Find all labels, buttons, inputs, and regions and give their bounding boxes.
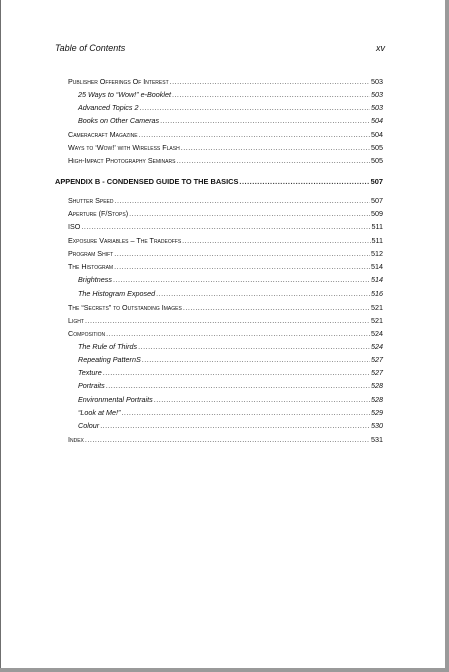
header-page-number: xv (376, 43, 385, 53)
dot-leader (183, 303, 370, 312)
toc-entry[interactable] (68, 316, 383, 328)
dot-leader (85, 316, 370, 325)
toc-entry-title: Cameracraft Magazine (68, 130, 138, 139)
toc-entry[interactable] (68, 209, 383, 221)
dot-leader (139, 130, 370, 139)
toc-entry-title: Exposure Variables – The Tradeoffs (68, 236, 182, 245)
toc-entry-page: 516 (371, 289, 383, 298)
toc-entry-title: Books on Other Cameras (78, 116, 160, 125)
toc-entry-page: 530 (371, 421, 383, 430)
toc-entry[interactable] (68, 130, 383, 142)
toc-entry-title: High-Impact Photography Seminars (68, 156, 176, 165)
toc-entry-page: 529 (371, 408, 383, 417)
toc-entry-title: “Look at Me!” (78, 408, 121, 417)
toc-entry[interactable] (68, 196, 383, 208)
toc-entry[interactable] (78, 408, 383, 420)
toc-entry[interactable] (68, 249, 383, 261)
toc-entry-title: The Histogram (68, 262, 114, 271)
toc-entry-page: 511 (371, 236, 383, 245)
dot-leader (106, 329, 370, 338)
toc-entry-page: 504 (371, 116, 383, 125)
toc-entry-page: 528 (371, 395, 383, 404)
toc-entry-page: 521 (371, 303, 383, 312)
toc-entry-appendix[interactable] (55, 177, 383, 189)
dot-leader (156, 289, 370, 298)
toc-entry-title: Repeating PatternS (78, 355, 141, 364)
dot-leader (154, 395, 370, 404)
dot-leader (85, 435, 370, 444)
toc-entry-title: Composition (68, 329, 106, 338)
toc-entry-title: Aperture (F/Stops) (68, 209, 129, 218)
toc-entry-title: Ways to ‘Wow!’ with Wireless Flash (68, 143, 180, 152)
dot-leader (142, 355, 370, 364)
dot-leader (176, 156, 370, 165)
toc-entry-page: 531 (371, 435, 383, 444)
toc-entry-title: Shutter Speed (68, 196, 114, 205)
dot-leader (182, 236, 370, 245)
toc-entry-page: 527 (371, 368, 383, 377)
toc-entry[interactable] (68, 156, 383, 168)
toc-entry-page: 511 (371, 222, 383, 231)
dot-leader (81, 222, 370, 231)
toc-entry[interactable] (68, 435, 383, 447)
dot-leader (129, 209, 370, 218)
toc-entry[interactable] (78, 355, 383, 367)
toc-entry-page: 514 (371, 262, 383, 271)
toc-entry[interactable] (68, 77, 383, 89)
toc-entry-title: Advanced Topics 2 (78, 103, 139, 112)
toc-entry-title: Index (68, 435, 84, 444)
dot-leader (239, 177, 369, 186)
toc-entry-title: Light (68, 316, 84, 325)
toc-entry[interactable] (78, 275, 383, 287)
dot-leader (100, 421, 370, 430)
toc-entry[interactable] (68, 303, 383, 315)
page-shadow-bottom (0, 668, 449, 672)
toc-entry-page: 524 (371, 329, 383, 338)
toc-entry-page: 503 (371, 103, 383, 112)
toc-entry-page: 514 (371, 275, 383, 284)
toc-entry-page: 507 (370, 177, 383, 186)
dot-leader (172, 90, 370, 99)
header-title: Table of Contents (55, 43, 126, 53)
toc-entry[interactable] (78, 289, 383, 301)
toc-entry-title: Texture (78, 368, 102, 377)
dot-leader (160, 116, 370, 125)
toc-entry-title: ISO (68, 222, 81, 231)
toc-entry-title: The “Secrets” to Outstanding Images (68, 303, 182, 312)
dot-leader (121, 408, 370, 417)
dot-leader (106, 381, 370, 390)
toc-entry-title: Program Shift (68, 249, 114, 258)
toc-entry-title: The Histogram Exposed (78, 289, 156, 298)
dot-leader (170, 77, 370, 86)
toc-entry-title: Brightness (78, 275, 112, 284)
toc-entry-title: Portraits (78, 381, 105, 390)
toc-entry-title: Colour (78, 421, 100, 430)
toc-entry-page: 503 (371, 77, 383, 86)
dot-leader (103, 368, 370, 377)
dot-leader (138, 342, 370, 351)
dot-leader (114, 249, 370, 258)
toc-entry[interactable] (78, 116, 383, 128)
toc-entry[interactable] (68, 236, 383, 248)
toc-entry-title: The Rule of Thirds (78, 342, 138, 351)
toc-entry-page: 512 (371, 249, 383, 258)
dot-leader (114, 262, 370, 271)
dot-leader (114, 196, 370, 205)
toc-entry-page: 509 (371, 209, 383, 218)
toc-entry-page: 505 (371, 143, 383, 152)
toc-entry-title: Environmental Portraits (78, 395, 153, 404)
toc-entry-page: 505 (371, 156, 383, 165)
toc-entry[interactable] (68, 262, 383, 274)
toc-entry-title: APPENDIX B - CONDENSED GUIDE TO THE BASICS (55, 177, 239, 186)
toc-entry-title: 25 Ways to “Wow!” e-Booklet (78, 90, 171, 99)
dot-leader (113, 275, 370, 284)
toc-entry-page: 504 (371, 130, 383, 139)
toc-entry[interactable] (68, 222, 383, 234)
toc-entry-page: 528 (371, 381, 383, 390)
toc-entry-page: 507 (371, 196, 383, 205)
toc-entry-page: 503 (371, 90, 383, 99)
dot-leader (181, 143, 370, 152)
toc-entry[interactable] (78, 421, 383, 433)
toc-entry-page: 527 (371, 355, 383, 364)
dot-leader (139, 103, 370, 112)
toc-entry[interactable] (78, 395, 383, 407)
table-of-contents (1, 0, 446, 672)
page-shadow-right (445, 0, 449, 672)
toc-entry[interactable] (68, 143, 383, 155)
toc-entry-title: Publisher Offerings Of Interest (68, 77, 169, 86)
toc-entry[interactable] (78, 103, 383, 115)
toc-entry[interactable] (68, 329, 383, 341)
toc-entry[interactable] (78, 368, 383, 380)
toc-entry[interactable] (78, 381, 383, 393)
toc-entry[interactable] (78, 90, 383, 102)
toc-entry-page: 524 (371, 342, 383, 351)
toc-entry-page: 521 (371, 316, 383, 325)
toc-entry[interactable] (78, 342, 383, 354)
